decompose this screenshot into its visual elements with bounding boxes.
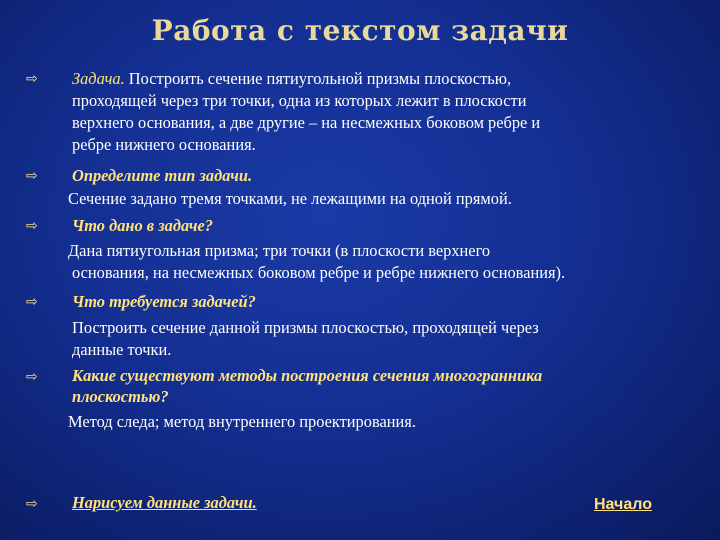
start-link[interactable]: Начало	[594, 496, 652, 513]
answer-required-1: Построить сечение данной призмы плоскостью, проходящей через	[72, 318, 539, 337]
task-line-1	[72, 68, 511, 89]
arrow-bullet-icon: ⇨	[26, 294, 38, 310]
task-label: Задача.	[72, 69, 125, 88]
task-text-3: верхнего основания, а две другие – на несмежных боковом ребре и	[72, 113, 541, 132]
task-text-2: проходящей через три точки, одна из которых лежит в плоскости	[72, 91, 527, 110]
arrow-bullet-icon: ⇨	[26, 71, 38, 87]
slide-title: Работа с текстом задачи	[151, 14, 569, 47]
answer-required-2: данные точки.	[72, 340, 172, 359]
question-given: Что дано в задаче?	[72, 216, 214, 235]
question-methods-1: Какие существуют методы построения сечения многогранника	[72, 366, 543, 385]
answer-given-2: основания, на несмежных боковом ребре и ребре нижнего основания).	[72, 263, 566, 282]
question-task-type: Определите тип задачи.	[72, 166, 253, 185]
arrow-bullet-icon: ⇨	[26, 496, 38, 512]
arrow-bullet-icon: ⇨	[26, 369, 38, 385]
answer-methods: Метод следа; метод внутреннего проектирования.	[68, 412, 416, 431]
answer-given-1: Дана пятиугольная призма; три точки (в плоскости верхнего	[68, 241, 491, 260]
arrow-bullet-icon: ⇨	[26, 218, 38, 234]
question-required: Что требуется задачей?	[72, 292, 256, 311]
task-text-1: Построить сечение пятиугольной призмы плоскостью,	[124, 69, 512, 88]
draw-task-link[interactable]: Нарисуем данные задачи.	[72, 493, 257, 512]
arrow-bullet-icon: ⇨	[26, 168, 38, 184]
task-text-4: ребре нижнего основания.	[72, 135, 256, 154]
answer-task-type: Сечение задано тремя точками, не лежащими на одной прямой.	[68, 189, 512, 208]
question-methods-2: плоскостью?	[72, 387, 169, 406]
